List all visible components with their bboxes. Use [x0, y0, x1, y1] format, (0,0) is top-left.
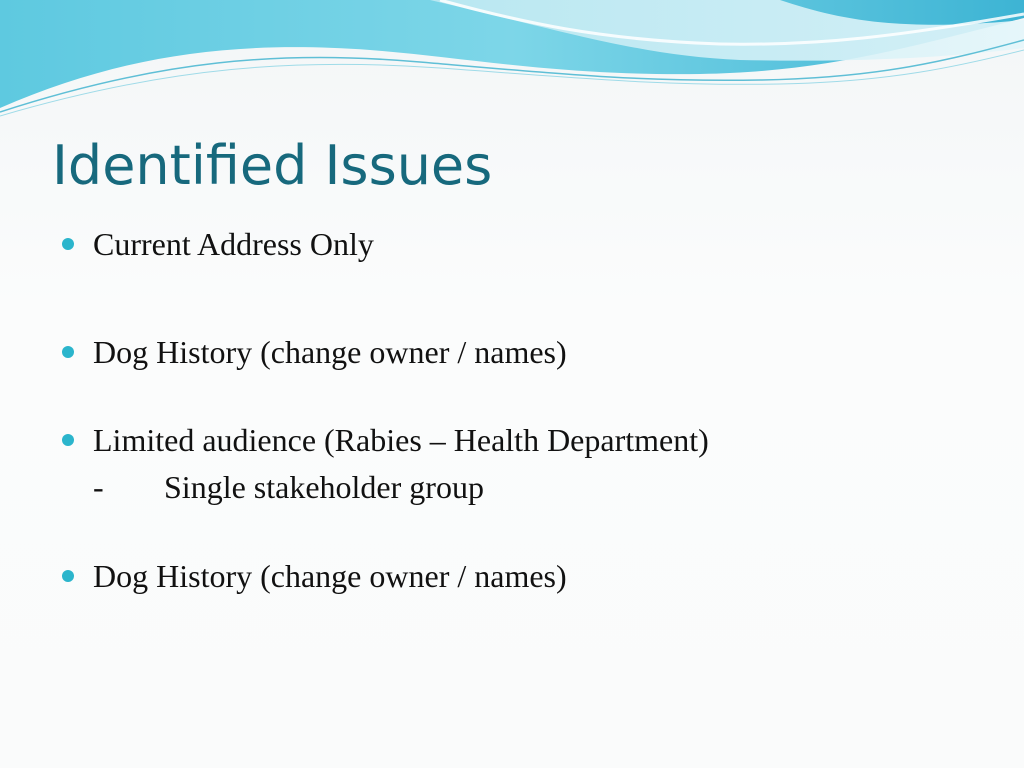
- bullet-dot-icon: [62, 434, 74, 446]
- slide-title: Identified Issues: [52, 134, 493, 197]
- bullet-item-dog-history: [62, 330, 962, 374]
- bullet-dot-icon: [62, 570, 74, 582]
- bullet-item-dog-history-repeat: [62, 554, 962, 598]
- bullet-item-limited-audience: [62, 418, 962, 462]
- sub-item-text: Single stakeholder group: [164, 469, 484, 505]
- sub-item-marker: -: [93, 469, 104, 505]
- bullet-text: Limited audience (Rabies – Health Department): [93, 422, 709, 458]
- bullet-text: Current Address Only: [93, 226, 374, 262]
- bullet-dot-icon: [62, 346, 74, 358]
- bullet-dot-icon: [62, 238, 74, 250]
- bullet-text: Dog History (change owner / names): [93, 558, 567, 594]
- bullet-item-current-address: [62, 222, 962, 266]
- sub-item-stakeholder: [93, 465, 793, 509]
- bullet-text: Dog History (change owner / names): [93, 334, 567, 370]
